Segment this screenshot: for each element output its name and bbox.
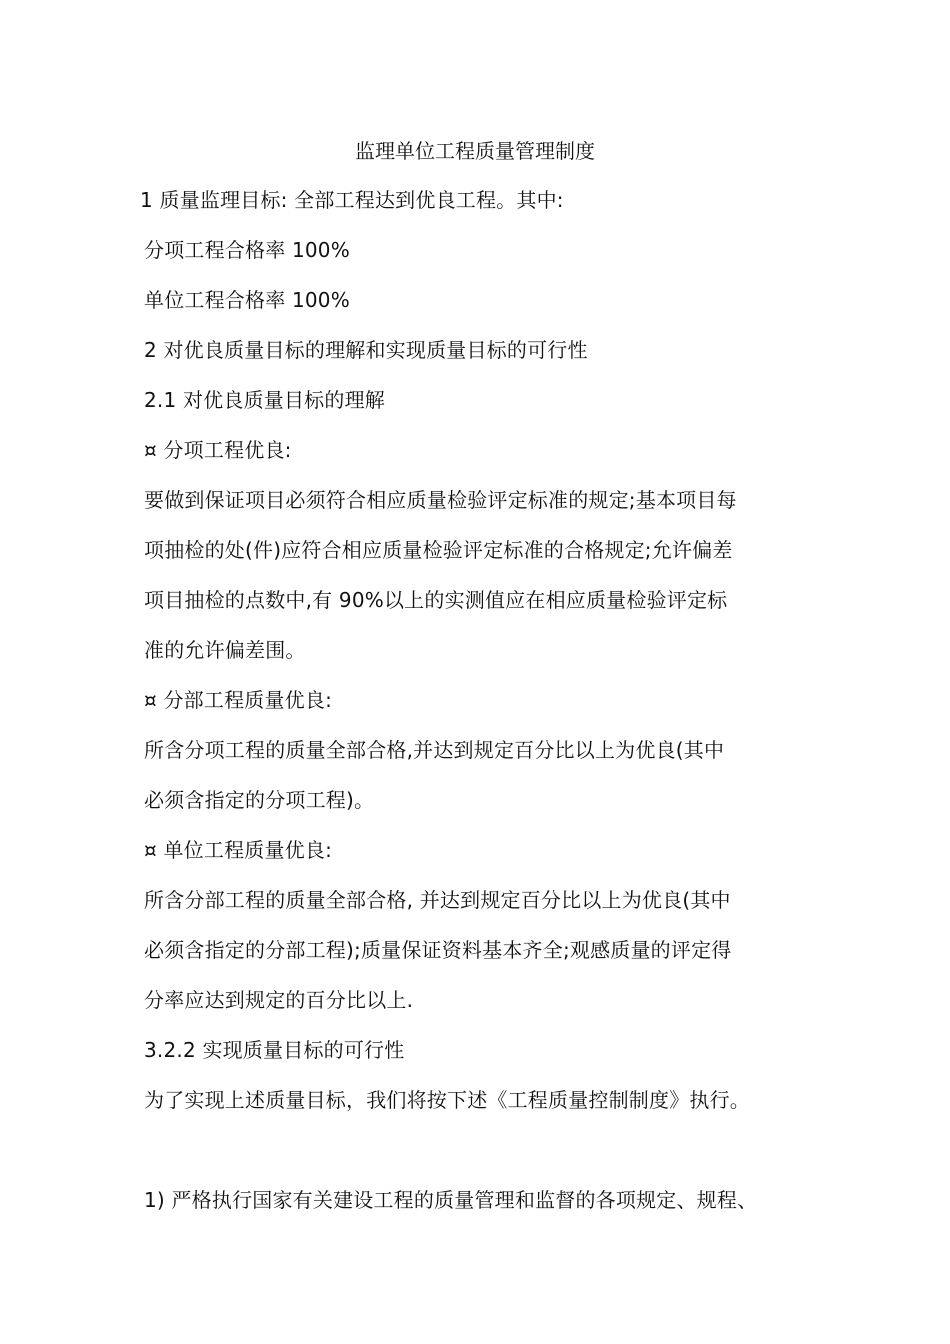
paragraph-line: 分率应达到规定的百分比以上. xyxy=(144,988,414,1012)
paragraph-line: 所含分项工程的质量全部合格,并达到规定百分比以上为优良(其中 xyxy=(144,738,725,762)
bullet-heading: ¤ 分项工程优良: xyxy=(144,438,292,462)
paragraph-line: 单位工程合格率 100% xyxy=(144,288,350,312)
section-heading: 2 对优良质量目标的理解和实现质量目标的可行性 xyxy=(144,338,588,362)
paragraph-line: 项抽检的处(件)应符合相应质量检验评定标准的合格规定;允许偏差 xyxy=(144,538,733,562)
document-title: 监理单位工程质量管理制度 xyxy=(355,139,595,163)
subsection-heading: 3.2.2 实现质量目标的可行性 xyxy=(144,1038,405,1062)
paragraph-line: 项目抽检的点数中,有 90%以上的实测值应在相应质量检验评定标 xyxy=(144,588,728,612)
paragraph-line: 1 质量监理目标: 全部工程达到优良工程。其中: xyxy=(140,188,564,212)
bullet-heading: ¤ 单位工程质量优良: xyxy=(144,838,333,862)
bullet-heading: ¤ 分部工程质量优良: xyxy=(144,688,333,712)
paragraph-line: 所含分部工程的质量全部合格, 并达到规定百分比以上为优良(其中 xyxy=(144,888,731,912)
paragraph-line: 准的允许偏差围。 xyxy=(144,638,306,662)
paragraph-line: 必须含指定的分项工程)。 xyxy=(144,788,375,812)
subsection-heading: 2.1 对优良质量目标的理解 xyxy=(144,388,385,412)
paragraph-line: 为了实现上述质量目标，我们将按下述《工程质量控制制度》执行。 xyxy=(144,1088,750,1112)
paragraph-line: 要做到保证项目必须符合相应质量检验评定标准的规定;基本项目每 xyxy=(144,488,737,512)
paragraph-line: 1) 严格执行国家有关建设工程的质量管理和监督的各项规定、规程、 xyxy=(144,1188,758,1212)
paragraph-line: 分项工程合格率 100% xyxy=(144,238,350,262)
paragraph-line: 必须含指定的分部工程);质量保证资料基本齐全;观感质量的评定得 xyxy=(144,938,732,962)
